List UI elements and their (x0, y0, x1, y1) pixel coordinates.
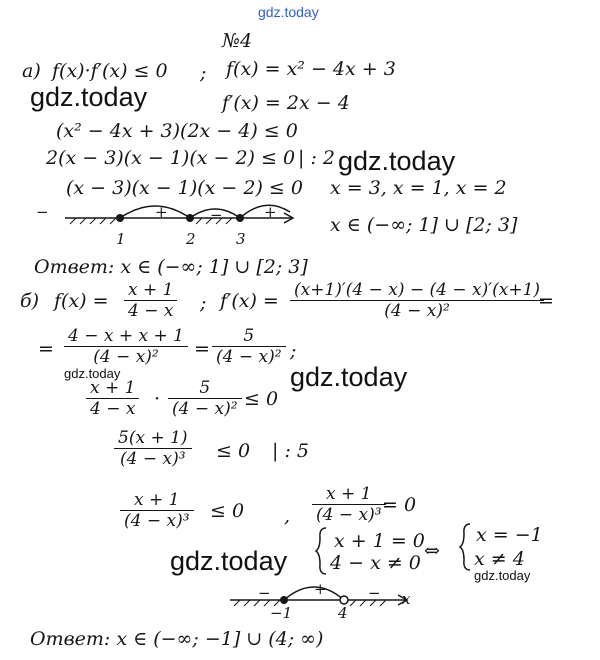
part-b-label: б) (20, 290, 40, 312)
fraction-denominator: (4 − x)² (93, 347, 159, 367)
part-a-inequality: f(x)·f′(x) ≤ 0 (52, 60, 168, 82)
fraction-numerator: 4 − x + x + 1 (64, 326, 188, 347)
part-a-step3: (x − 3)(x − 1)(x − 2) ≤ 0 (66, 177, 303, 199)
part-a-roots: x = 3, x = 1, x = 2 (330, 177, 507, 199)
watermark-big-2[interactable]: gdz.today (338, 146, 456, 176)
part-b-c-fraction (114, 428, 192, 469)
fraction-numerator: x + 1 (124, 280, 177, 301)
part-b-dot: · (154, 388, 161, 410)
part-b-fx-lhs: f(x) = (54, 290, 109, 312)
fraction-denominator: (4 − x)² (384, 301, 450, 321)
sign-b-3: − (368, 584, 381, 602)
point-a3 (236, 214, 244, 222)
part-a-answer: Ответ: x ∈ (−∞; 1] ∪ [2; 3] (34, 256, 308, 278)
part-a-step2: 2(x − 3)(x − 1)(x − 2) ≤ 0 (46, 147, 296, 169)
watermark-top[interactable]: gdz.today (258, 4, 319, 20)
part-a-derivative: f′(x) = 2x − 4 (222, 92, 350, 114)
fraction-numerator: 5 (168, 378, 242, 399)
point-a1 (116, 214, 124, 222)
system-sol2: x ≠ 4 (474, 548, 525, 570)
part-a-label: a) (22, 60, 41, 82)
system-eq1: x + 1 = 0 (334, 530, 425, 552)
system-sol1: x = −1 (476, 524, 543, 546)
fraction-numerator: (x+1)′(4 − x) − (4 − x)′(x+1) (290, 280, 544, 301)
part-b-c-note: | : 5 (272, 440, 309, 462)
fraction-numerator: 5 (212, 326, 286, 347)
part-b-separator-2: ; (290, 340, 297, 362)
part-b-fpx-lhs: f′(x) = (220, 290, 279, 312)
sign-b-1: − (258, 584, 271, 602)
part-b-separator: ; (200, 292, 207, 314)
system-eq2: 4 − x ≠ 0 (330, 552, 421, 574)
part-b-leq-2: ≤ 0 (216, 440, 251, 462)
equivalence-sign: ⇔ (424, 540, 440, 562)
part-b-fx-fraction (124, 280, 177, 321)
part-b-d-fraction (120, 490, 194, 531)
fraction-denominator: (4 − x)² (172, 399, 238, 419)
point-b-4 (340, 596, 348, 604)
fraction-numerator: 5(x + 1) (114, 428, 192, 449)
point-b-minus1 (280, 596, 288, 604)
part-b-leq-3: ≤ 0 (210, 500, 245, 522)
sign-a-3: − (210, 206, 223, 224)
fraction-denominator: 4 − x (128, 301, 174, 321)
part-b-d2-fraction (312, 484, 386, 525)
part-b-comma: , (284, 505, 291, 527)
part-a-function: f(x) = x² − 4x + 3 (226, 58, 396, 80)
watermark-big-1[interactable]: gdz.today (30, 82, 148, 112)
watermark-big-3[interactable]: gdz.today (290, 362, 408, 392)
fraction-numerator: x + 1 (86, 378, 139, 399)
axis-a-label-3: 3 (236, 230, 246, 248)
part-a-solution: x ∈ (−∞; 1] ∪ [2; 3] (330, 214, 518, 236)
axis-b-label-1: −1 (270, 604, 293, 622)
point-a2 (186, 214, 194, 222)
axis-a-label-2: 2 (186, 230, 196, 248)
part-b-equals-2: = (38, 338, 54, 360)
part-b-answer: Ответ: x ∈ (−∞; −1] ∪ (4; ∞) (30, 628, 324, 650)
axis-a-label-1: 1 (116, 230, 126, 248)
axis-b-var: x (402, 590, 411, 608)
part-b-d2-rhs: = 0 (382, 494, 417, 516)
fraction-denominator: (4 − x)³ (316, 505, 382, 525)
watermark-big-4[interactable]: gdz.today (170, 546, 288, 576)
problem-number: №4 (222, 30, 253, 52)
part-b-m1-fraction (86, 378, 139, 419)
sign-a-1: − (36, 203, 49, 221)
watermark-small-1[interactable]: gdz.today (64, 366, 121, 381)
sign-a-2: + (155, 203, 168, 221)
part-b-m2-fraction (168, 378, 242, 419)
watermark-small-2[interactable]: gdz.today (474, 568, 531, 583)
fraction-numerator: x + 1 (120, 490, 194, 511)
part-b-equals: = (538, 290, 554, 312)
sign-b-2: + (314, 580, 327, 598)
system-brace-right (458, 522, 474, 572)
part-b-leq-1: ≤ 0 (244, 388, 279, 410)
part-b-e2-fraction (212, 326, 286, 367)
part-b-fpx-fraction (290, 280, 544, 321)
fraction-denominator: (4 − x)² (216, 347, 282, 367)
part-a-step2-note: | : 2 (298, 147, 335, 169)
part-a-separator: ; (200, 62, 207, 84)
system-brace-left (314, 526, 330, 576)
part-a-step1: (x² − 4x + 3)(2x − 4) ≤ 0 (56, 120, 298, 142)
fraction-denominator: 4 − x (90, 399, 136, 419)
fraction-denominator: (4 − x)³ (120, 449, 186, 469)
fraction-numerator: x + 1 (312, 484, 386, 505)
axis-b-label-2: 4 (338, 604, 348, 622)
part-b-equals-3: = (194, 338, 210, 360)
sign-a-4: + (264, 203, 277, 221)
fraction-denominator: (4 − x)³ (124, 511, 190, 531)
part-b-e1-fraction (64, 326, 188, 367)
